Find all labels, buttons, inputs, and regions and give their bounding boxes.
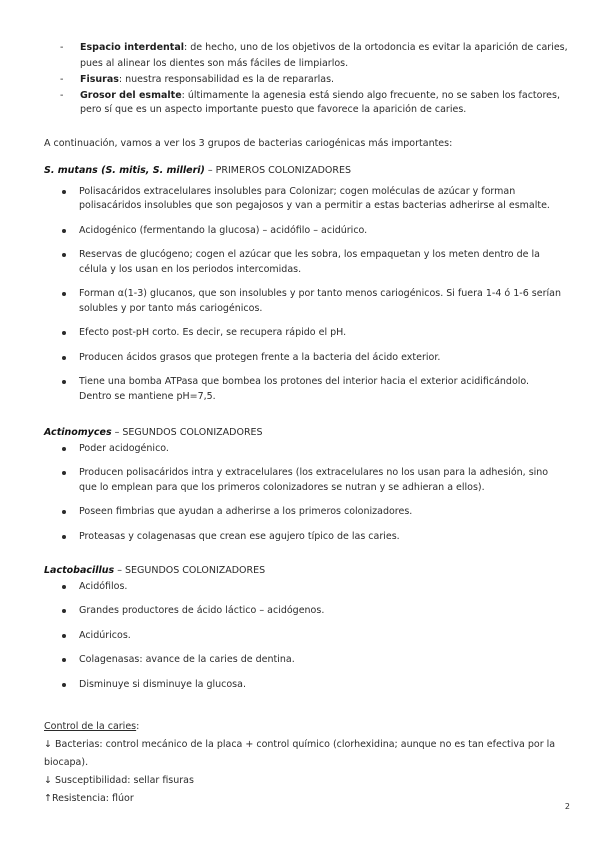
bullet-list	[44, 185, 564, 405]
item-text: Producen polisacáridos intra y extracelulares (los extracelulares no los usan para la adhesión, sino que lo emplean para que los primeros colonizadores se nutran y se adhieran a ellos).	[79, 467, 549, 493]
list-item	[60, 40, 570, 72]
colonizer-label: – SEGUNDOS COLONIZADORES	[111, 427, 263, 438]
control-line: ↑Resistencia: flúor	[44, 793, 134, 804]
term: Grosor del esmalte	[80, 89, 182, 101]
bullet-icon	[62, 292, 66, 296]
item-text: Polisacáridos extracelulares insolubles para Colonizar; cogen moléculas de azúcar y forman polisacáridos insolubles que son pegajosos y van a permitir a estas bacterias adherirse al esmalte.	[79, 185, 550, 211]
list-item	[44, 629, 564, 644]
section-actinomyces	[44, 426, 564, 554]
item-text: Acidogénico (fermentando la glucosa) – acidófilo – acidúrico.	[79, 224, 368, 236]
term-text: : nuestra responsabilidad es la de repararlas.	[118, 74, 335, 85]
term: Espacio interdental	[80, 42, 184, 53]
bullet-icon	[62, 447, 66, 451]
list-item	[44, 185, 564, 214]
list-item	[44, 351, 564, 366]
item-text: Tiene una bomba ATPasa que bombea los protones del interior hacia el exterior acidificándolo. Dentro se mantiene pH=7,5.	[79, 376, 530, 402]
factor-list	[60, 40, 570, 119]
term-text: : últimamente la agenesia está siendo algo frecuente, no se saben los factores, pero sí que es un aspecto importante puesto que favorece la aparición de caries.	[80, 89, 560, 115]
list-item	[44, 604, 564, 619]
list-item	[44, 326, 564, 341]
bullet-icon	[62, 609, 66, 613]
dash-marker: -	[60, 74, 64, 85]
term-text: : de hecho, uno de los objetivos de la ortodoncia es evitar la aparición de caries, pues al alinear los dientes son más fáciles de limpiarlos.	[80, 42, 568, 69]
bullet-icon	[62, 331, 66, 335]
organism-name: Lactobacillus	[44, 565, 115, 576]
term: Fisuras	[80, 74, 119, 85]
bullet-icon	[62, 253, 66, 257]
item-text: Acidúricos.	[79, 629, 131, 641]
list-item	[44, 505, 564, 520]
item-text: Proteasas y colagenasas que crean ese agujero típico de las caries.	[79, 530, 400, 542]
bullet-icon	[62, 471, 66, 475]
colonizer-label: – SEGUNDOS COLONIZADORES	[114, 565, 266, 576]
bullet-icon	[62, 229, 66, 233]
bullet-icon	[62, 658, 66, 662]
control-heading-line	[44, 718, 564, 736]
bullet-icon	[62, 683, 66, 687]
intro-paragraph: A continuación, vamos a ver los 3 grupos de bacterias cariogénicas más importantes:	[44, 138, 453, 149]
item-text: Producen ácidos grasos que protegen frente a la bacteria del ácido exterior.	[79, 351, 441, 363]
section-title	[44, 164, 564, 179]
item-text: Reservas de glucógeno; cogen el azúcar que les sobra, los empaquetan y los meten dentro de la célula y los usan en los periodos intercomidas.	[79, 249, 540, 275]
bullet-icon	[62, 356, 66, 360]
control-heading: Control de la caries	[44, 721, 137, 732]
colonizer-label: – PRIMEROS COLONIZADORES	[204, 165, 352, 176]
control-line: ↓ Susceptibilidad: sellar fisuras	[44, 775, 194, 786]
bullet-icon	[62, 510, 66, 514]
bullet-icon	[62, 535, 66, 539]
list-item	[44, 580, 564, 595]
caries-control-block	[44, 718, 564, 808]
bullet-icon	[62, 380, 66, 384]
list-item	[60, 73, 570, 88]
list-item	[44, 466, 564, 495]
item-text: Acidófilos.	[79, 580, 128, 592]
bullet-list	[44, 580, 564, 693]
item-text: Colagenasas: avance de la caries de dentina.	[79, 654, 295, 665]
list-item	[44, 375, 564, 404]
dash-marker: -	[60, 89, 64, 101]
list-item	[44, 530, 564, 545]
organism-name: S. mutans (S. mitis, S. milleri)	[44, 165, 205, 176]
list-item	[44, 442, 564, 457]
bullet-icon	[62, 190, 66, 194]
list-item	[44, 248, 564, 277]
heading-colon: :	[136, 721, 140, 732]
item-text: Efecto post-pH corto. Es decir, se recupera rápido el pH.	[79, 327, 347, 338]
page-number: 2	[564, 802, 570, 811]
dash-marker: -	[60, 42, 64, 53]
organism-name: Actinomyces	[44, 427, 112, 438]
section-lactobacillus	[44, 564, 564, 702]
item-text: Forman α(1-3) glucanos, que son insolubles y por tanto menos cariogénicos. Si fuera 1-4 ó 1-6 serían solubles y por tanto más cariogénicos.	[79, 288, 561, 314]
item-text: Grandes productores de ácido láctico – acidógenos.	[79, 605, 325, 616]
list-item	[44, 678, 564, 693]
item-text: Disminuye si disminuye la glucosa.	[79, 678, 246, 690]
list-item	[44, 287, 564, 316]
section-title	[44, 564, 564, 579]
bullet-icon	[62, 585, 66, 589]
control-line: ↓ Bacterias: control mecánico de la placa + control químico (clorhexidina; aunque no es tan efectiva por la biocapa).	[44, 739, 556, 768]
item-text: Poseen fimbrias que ayudan a adherirse a los primeros colonizadores.	[79, 506, 413, 517]
item-text: Poder acidogénico.	[79, 442, 169, 454]
list-item	[44, 653, 564, 668]
section-s-mutans	[44, 164, 564, 414]
list-item	[44, 224, 564, 239]
bullet-icon	[62, 634, 66, 638]
bullet-list	[44, 442, 564, 545]
list-item	[60, 89, 570, 118]
section-title	[44, 426, 564, 441]
